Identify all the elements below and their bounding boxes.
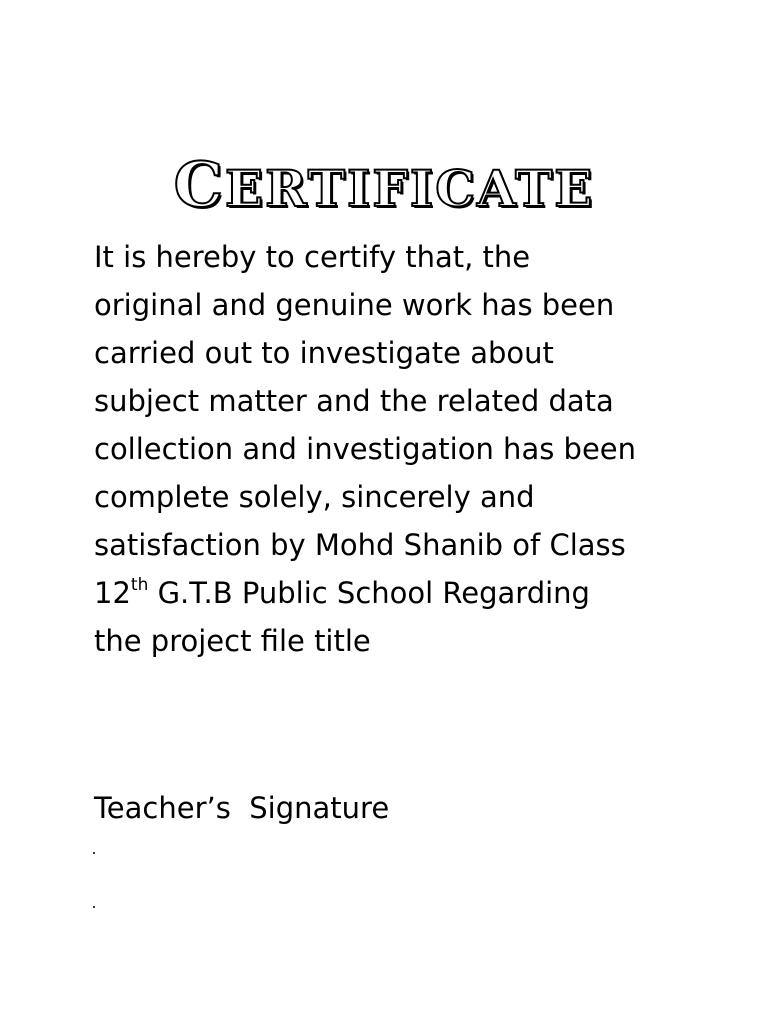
certificate-title-initial: C [173, 148, 225, 221]
body-line: complete solely, sincerely and [94, 480, 535, 514]
body-line: satisfaction by Mohd Shanib of Class [94, 528, 626, 562]
signature-line-dot [93, 852, 95, 854]
body-line: collection and investigation has been [94, 432, 637, 466]
body-line: subject matter and the related data [94, 384, 614, 418]
certificate-title [0, 150, 768, 224]
body-line: original and genuine work has been [94, 288, 615, 322]
body-line: It is hereby to certify that, the [94, 240, 531, 274]
class-number: 12 [94, 576, 131, 610]
body-line-school [94, 569, 724, 617]
certificate-body [94, 233, 724, 665]
certificate-title-rest: ERTIFICATE [224, 159, 595, 218]
body-line: the project file title [94, 624, 371, 658]
teacher-signature-label: Teacher’s Signature [94, 791, 390, 825]
body-line: carried out to investigate about [94, 336, 554, 370]
class-suffix: th [130, 575, 149, 595]
signature-line-dot [93, 906, 95, 908]
school-name: G.T.B Public School Regarding [148, 576, 590, 610]
